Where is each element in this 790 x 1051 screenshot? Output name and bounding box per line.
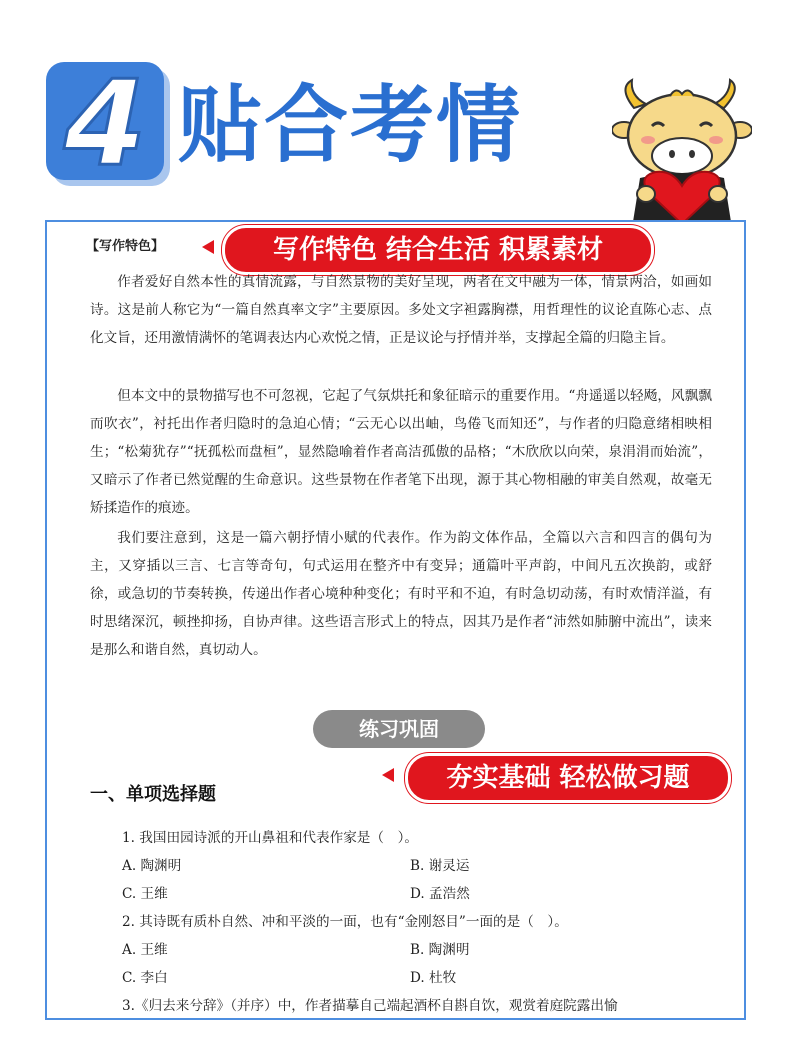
- practice-banner: 夯实基础 轻松做习题: [405, 753, 731, 803]
- writing-feature-tag: 【写作特色】: [86, 239, 165, 254]
- question-1-option-a[interactable]: A. 陶渊明: [122, 858, 182, 874]
- section-number: 4: [63, 54, 147, 192]
- writing-paragraph: 但本文中的景物描写也不可忽视，它起了气氛烘托和象征暗示的重要作用。“舟遥遥以轻飏，风飘飘而吹衣”，衬托出作者归隐时的急迫心情；“云无心以出岫，鸟倦飞而知还”，与作者的归隐意绪相映相生；“松菊犹存”“抚孤松而盘桓”，显然隐喻着作者高洁孤傲的品格；“木欣欣以向荣，泉涓涓而始流”，又暗示了作者已然觉醒的生命意识。这些景物在作者笔下出现，源于其心物相融的审美自然观，故毫无矫揉造作的痕迹。: [90, 388, 712, 516]
- banner-arrow-icon: [382, 768, 394, 782]
- writing-paragraph: 作者爱好自然本性的真情流露，与自然景物的美好呈现，两者在文中融为一体，情景两洽，如画如诗。这是前人称它为“一篇自然真率文字”主要原因。多处文字袒露胸襟，用哲理性的议论直陈心志、点化文旨，还用激情满怀的笔调表达内心欢悦之情，正是议论与抒情并举，支撑起全篇的归隐主旨。: [90, 274, 712, 346]
- question-2-option-d[interactable]: D. 杜牧: [410, 970, 457, 986]
- writing-paragraph: 我们要注意到，这是一篇六朝抒情小赋的代表作。作为韵文体作品，全篇以六言和四言的偶句为主，又穿插以三言、七言等奇句，句式运用在整齐中有变异；通篇叶平声韵，中间凡五次换韵，或舒徐，或急切的节奏转换，传递出作者心境种种变化；有时平和不迫，有时急切动荡，有时欢情洋溢，有时思绪深沉，顿挫抑扬，自协声律。这些语言形式上的特点，因其乃是作者“沛然如肺腑中流出”，读来是那么和谐自然，真切动人。: [90, 530, 712, 658]
- section-number-badge: [46, 54, 164, 192]
- section-title: 一、单项选择题: [90, 784, 216, 805]
- question-2-text: 2. 其诗既有质朴自然、冲和平淡的一面，也有“金刚怒目”一面的是（ ）。: [122, 914, 568, 930]
- question-1-option-d[interactable]: D. 孟浩然: [410, 886, 470, 902]
- question-1-option-b[interactable]: B. 谢灵运: [410, 858, 470, 874]
- banner-arrow-icon: [202, 240, 214, 254]
- question-2-option-a[interactable]: A. 王维: [122, 942, 168, 958]
- page-title: 贴合考情: [178, 76, 523, 174]
- question-1-option-c[interactable]: C. 王维: [122, 886, 168, 902]
- question-3-text: 3.《归去来兮辞》（并序）中，作者描摹自己端起酒杯自斟自饮，观赏着庭院露出愉: [122, 998, 618, 1014]
- question-1-text: 1. 我国田园诗派的开山鼻祖和代表作家是（ ）。: [122, 830, 418, 846]
- ox-mascot-icon: [612, 78, 752, 228]
- practice-badge: 练习巩固: [313, 710, 485, 748]
- writing-banner: 写作特色 结合生活 积累素材: [222, 225, 654, 275]
- question-2-option-b[interactable]: B. 陶渊明: [410, 942, 470, 958]
- question-2-option-c[interactable]: C. 李白: [122, 970, 168, 986]
